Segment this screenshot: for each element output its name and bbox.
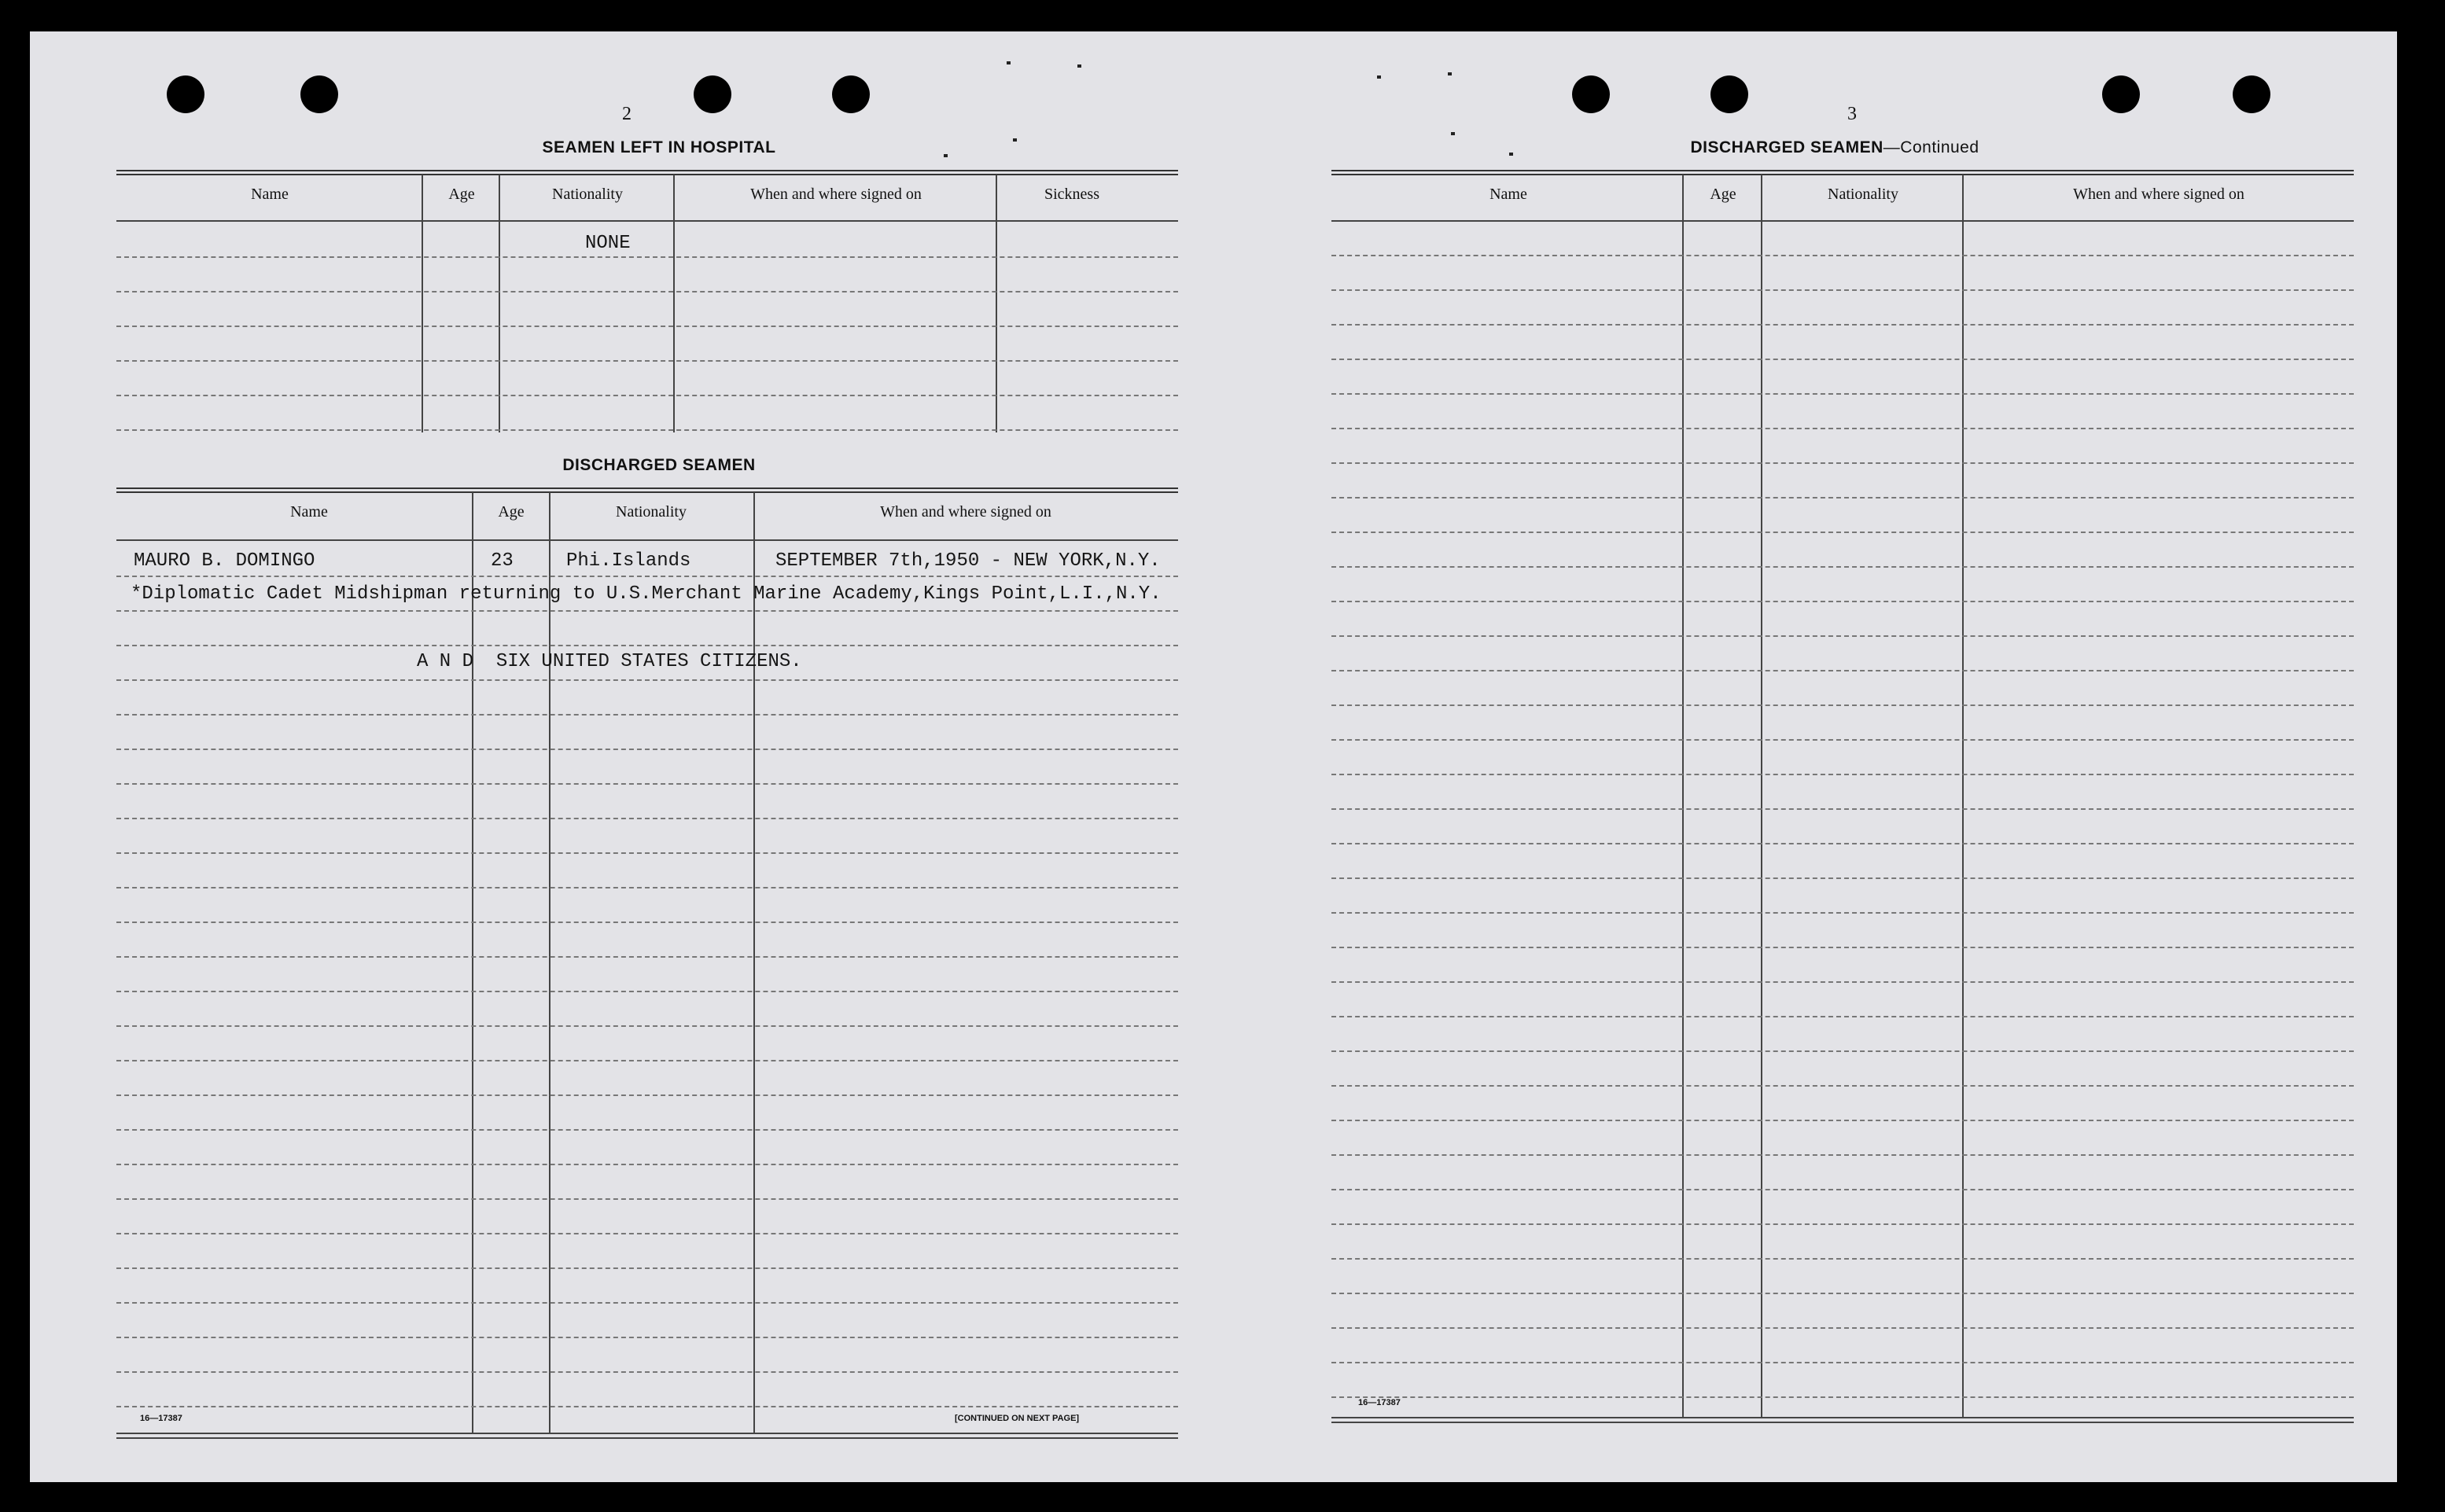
title-main: DISCHARGED SEAMEN: [1690, 138, 1883, 156]
form-row-line: [116, 645, 1178, 646]
seaman-note: *Diplomatic Cadet Midshipman returning to U.S.Merchant Marine Academy,Kings Point,L.I.,N.Y.: [131, 583, 1162, 605]
col-header-signed-on: When and where signed on: [880, 503, 1051, 521]
col-header-age: Age: [448, 186, 475, 203]
form-row-line: [116, 991, 1178, 992]
form-row-line: [1331, 1396, 2354, 1398]
col-header-name: Name: [1489, 186, 1527, 203]
header-rule: [116, 220, 1178, 222]
form-row-line: [1331, 393, 2354, 395]
punch-hole: [300, 75, 338, 113]
form-row-line: [116, 1164, 1178, 1165]
speck: [1077, 64, 1081, 68]
column-divider: [1761, 175, 1762, 1417]
title-continued: —Continued: [1883, 138, 1979, 156]
col-header-sickness: Sickness: [1044, 186, 1099, 203]
punch-hole: [167, 75, 204, 113]
header-rule: [1331, 220, 2354, 222]
form-row-line: [1331, 1258, 2354, 1260]
column-divider: [499, 175, 500, 432]
punch-hole: [1710, 75, 1748, 113]
hospital-entry: NONE: [585, 233, 631, 254]
speck: [1013, 138, 1017, 142]
hospital-section-title: SEAMEN LEFT IN HOSPITAL: [542, 138, 776, 156]
column-divider: [422, 175, 423, 432]
form-row-line: [1331, 1120, 2354, 1121]
form-row-line: [1331, 428, 2354, 429]
bottom-rule: [1331, 1417, 2354, 1418]
form-row-line: [1331, 912, 2354, 914]
form-row-line: [1331, 289, 2354, 291]
form-row-line: [1331, 1293, 2354, 1294]
form-row-line: [1331, 497, 2354, 498]
col-header-nationality: Nationality: [616, 503, 687, 521]
form-row-line: [1331, 532, 2354, 533]
punch-hole: [2233, 75, 2270, 113]
punch-hole: [694, 75, 731, 113]
form-row-line: [116, 749, 1178, 750]
page-number: 3: [1847, 104, 1857, 124]
col-header-signed-on: When and where signed on: [2073, 186, 2244, 203]
form-row-line: [116, 360, 1178, 362]
form-row-line: [116, 1025, 1178, 1027]
form-row-line: [1331, 704, 2354, 706]
form-row-line: [116, 395, 1178, 396]
form-row-line: [116, 1267, 1178, 1269]
form-row-line: [1331, 670, 2354, 671]
right-page: [1253, 31, 2397, 1482]
form-row-line: [116, 610, 1178, 612]
speck: [1448, 72, 1452, 75]
discharged-section-title: DISCHARGED SEAMEN: [562, 456, 756, 474]
column-divider: [549, 492, 550, 1433]
form-row-line: [116, 887, 1178, 888]
form-row-line: [116, 256, 1178, 258]
form-row-line: [1331, 601, 2354, 602]
form-row-line: [116, 1198, 1178, 1200]
seaman-age: 23: [491, 550, 514, 572]
form-row-line: [116, 783, 1178, 785]
left-page: [30, 31, 1210, 1482]
speck: [1509, 153, 1513, 156]
form-row-line: [116, 922, 1178, 923]
form-row-line: [1331, 947, 2354, 948]
col-header-signed-on: When and where signed on: [750, 186, 922, 203]
form-row-line: [1331, 255, 2354, 256]
double-rule: [116, 170, 1178, 175]
punch-hole: [2102, 75, 2140, 113]
form-row-line: [116, 326, 1178, 327]
bottom-rule: [116, 1433, 1178, 1434]
speck: [1451, 132, 1455, 135]
form-row-line: [1331, 739, 2354, 741]
col-header-age: Age: [498, 503, 525, 521]
speck: [1007, 61, 1011, 64]
seaman-nationality: Phi.Islands: [566, 550, 691, 572]
form-row-line: [116, 429, 1178, 431]
seaman-signed-on: SEPTEMBER 7th,1950 - NEW YORK,N.Y.: [775, 550, 1161, 572]
form-row-line: [1331, 981, 2354, 983]
form-row-line: [116, 291, 1178, 292]
form-row-line: [116, 1060, 1178, 1061]
form-row-line: [116, 852, 1178, 854]
form-row-line: [1331, 774, 2354, 775]
speck: [1377, 75, 1381, 79]
form-row-line: [116, 956, 1178, 958]
form-row-line: [1331, 1085, 2354, 1087]
punch-hole: [832, 75, 870, 113]
form-row-line: [1331, 1223, 2354, 1225]
form-row-line: [116, 576, 1178, 577]
col-header-age: Age: [1710, 186, 1736, 203]
form-row-line: [1331, 1327, 2354, 1329]
form-number: 16—17387: [1358, 1398, 1401, 1407]
bottom-rule: [1331, 1422, 2354, 1423]
double-rule: [116, 487, 1178, 493]
form-row-line: [1331, 462, 2354, 464]
seaman-name: MAURO B. DOMINGO: [134, 550, 315, 572]
header-rule: [116, 539, 1178, 541]
form-row-line: [1331, 1016, 2354, 1017]
column-divider: [1962, 175, 1964, 1417]
form-row-line: [1331, 324, 2354, 326]
form-row-line: [116, 714, 1178, 716]
form-number: 16—17387: [140, 1414, 182, 1423]
form-row-line: [116, 1233, 1178, 1234]
page-number: 2: [622, 104, 632, 124]
column-divider: [673, 175, 675, 432]
form-row-line: [116, 679, 1178, 681]
form-row-line: [1331, 359, 2354, 360]
form-row-line: [1331, 877, 2354, 879]
col-header-nationality: Nationality: [1828, 186, 1898, 203]
punch-hole: [1572, 75, 1610, 113]
col-header-nationality: Nationality: [552, 186, 623, 203]
form-row-line: [1331, 808, 2354, 810]
column-divider: [996, 175, 997, 432]
form-row-line: [1331, 635, 2354, 637]
form-row-line: [1331, 1154, 2354, 1156]
form-row-line: [1331, 1362, 2354, 1363]
discharged-continued-title: [1599, 138, 2071, 157]
form-row-line: [116, 1337, 1178, 1338]
double-rule: [1331, 170, 2354, 175]
form-row-line: [1331, 843, 2354, 844]
column-divider: [1682, 175, 1684, 1417]
col-header-name: Name: [251, 186, 289, 203]
continued-note: [CONTINUED ON NEXT PAGE]: [955, 1414, 1080, 1423]
col-header-name: Name: [290, 503, 328, 521]
form-row-line: [116, 818, 1178, 819]
form-row-line: [116, 1094, 1178, 1096]
form-row-line: [116, 1302, 1178, 1304]
column-divider: [753, 492, 755, 1433]
citizens-summary: A N D SIX UNITED STATES CITIZENS.: [417, 651, 802, 672]
form-row-line: [1331, 1189, 2354, 1190]
form-row-line: [116, 1371, 1178, 1373]
bottom-rule: [116, 1437, 1178, 1439]
form-row-line: [116, 1129, 1178, 1131]
speck: [944, 154, 948, 157]
form-row-line: [1331, 566, 2354, 568]
document-sheet: [30, 31, 2397, 1482]
form-row-line: [116, 1406, 1178, 1407]
form-row-line: [1331, 1050, 2354, 1052]
column-divider: [472, 492, 473, 1433]
